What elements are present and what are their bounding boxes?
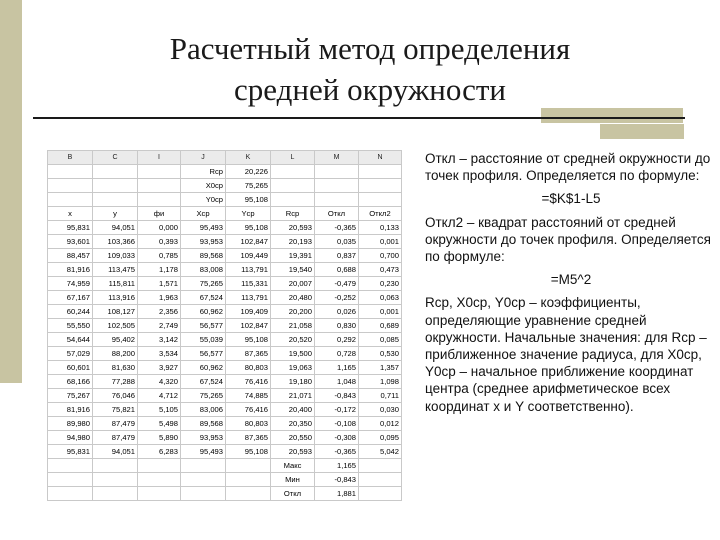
table-cell: 20,593 xyxy=(271,221,315,235)
table-cell: фи xyxy=(138,207,181,221)
explanation-text xyxy=(425,150,717,415)
table-cell: 19,180 xyxy=(271,375,315,389)
column-header-cell: J xyxy=(181,151,226,165)
paragraph-coefficients: Rср, X0ср, Y0ср – коэффициенты, определяющие уравнение средней окружности. Начальные значения: для Rср – приближенное значение радиуса, для X0ср, Y0ср – начальное приближение координат центра (среднее арифметическое всех координат x и Y соответственно). xyxy=(425,295,707,414)
table-cell: 81,630 xyxy=(93,361,138,375)
decor-block-upper xyxy=(541,108,683,123)
table-row xyxy=(48,291,402,305)
table-row xyxy=(48,473,402,487)
table-cell: 102,847 xyxy=(226,235,271,249)
table-cell: 115,811 xyxy=(93,277,138,291)
table-row xyxy=(48,333,402,347)
table-cell: 75,265 xyxy=(181,389,226,403)
table-cell: 0,830 xyxy=(315,319,359,333)
table-row xyxy=(48,305,402,319)
table-row xyxy=(48,207,402,221)
table-cell: 1,165 xyxy=(315,361,359,375)
table-cell: 0,085 xyxy=(359,333,402,347)
title-line-2: средней окружности xyxy=(234,72,506,107)
table-row xyxy=(48,417,402,431)
spreadsheet-screenshot xyxy=(47,150,402,501)
paragraph-otkl: Откл – расстояние от средней окружности до точек профиля. Определяется по формуле: xyxy=(425,151,711,184)
table-cell: 95,402 xyxy=(93,333,138,347)
table-cell xyxy=(138,487,181,501)
table-cell: 1,357 xyxy=(359,361,402,375)
table-cell: 56,577 xyxy=(181,319,226,333)
table-cell: 87,479 xyxy=(93,417,138,431)
table-cell: 21,071 xyxy=(271,389,315,403)
spreadsheet-table xyxy=(47,150,402,501)
table-cell: 0,063 xyxy=(359,291,402,305)
table-cell: 76,416 xyxy=(226,403,271,417)
table-row xyxy=(48,277,402,291)
table-cell: 0,000 xyxy=(138,221,181,235)
table-cell: 95,108 xyxy=(226,221,271,235)
table-cell: -0,252 xyxy=(315,291,359,305)
table-cell: 1,963 xyxy=(138,291,181,305)
table-cell: 83,008 xyxy=(181,263,226,277)
table-cell xyxy=(93,473,138,487)
table-cell xyxy=(138,459,181,473)
table-cell: 80,803 xyxy=(226,361,271,375)
table-cell xyxy=(359,193,402,207)
table-cell: 67,524 xyxy=(181,291,226,305)
table-cell: -0,843 xyxy=(315,389,359,403)
table-cell xyxy=(359,487,402,501)
table-row xyxy=(48,235,402,249)
table-cell: 75,821 xyxy=(93,403,138,417)
table-cell: 0,473 xyxy=(359,263,402,277)
table-cell: 21,058 xyxy=(271,319,315,333)
table-cell xyxy=(48,165,93,179)
table-cell: 89,980 xyxy=(48,417,93,431)
table-cell: 75,265 xyxy=(181,277,226,291)
table-cell: 20,593 xyxy=(271,445,315,459)
table-cell: 67,167 xyxy=(48,291,93,305)
table-row xyxy=(48,487,402,501)
table-cell: 4,320 xyxy=(138,375,181,389)
table-cell: 109,409 xyxy=(226,305,271,319)
table-cell xyxy=(48,487,93,501)
table-cell xyxy=(48,179,93,193)
table-row xyxy=(48,459,402,473)
table-cell: 102,505 xyxy=(93,319,138,333)
table-cell: 113,791 xyxy=(226,263,271,277)
table-cell: 0,001 xyxy=(359,305,402,319)
table-cell: Rср xyxy=(271,207,315,221)
table-cell: 2,749 xyxy=(138,319,181,333)
table-cell: 0,393 xyxy=(138,235,181,249)
table-cell: 109,449 xyxy=(226,249,271,263)
table-cell: Откл xyxy=(315,207,359,221)
table-cell: Откл2 xyxy=(359,207,402,221)
table-cell xyxy=(138,179,181,193)
table-cell: X0ср xyxy=(181,179,226,193)
table-cell: 76,046 xyxy=(93,389,138,403)
table-cell: 5,105 xyxy=(138,403,181,417)
table-cell: 0,689 xyxy=(359,319,402,333)
decor-block-lower xyxy=(600,124,684,139)
table-cell xyxy=(93,165,138,179)
table-cell: 88,457 xyxy=(48,249,93,263)
table-cell xyxy=(359,473,402,487)
table-cell: 103,366 xyxy=(93,235,138,249)
table-cell: 0,688 xyxy=(315,263,359,277)
table-cell: 60,962 xyxy=(181,305,226,319)
table-row xyxy=(48,389,402,403)
table-cell: Мин xyxy=(271,473,315,487)
table-cell: 77,288 xyxy=(93,375,138,389)
table-cell xyxy=(315,179,359,193)
table-cell: 74,885 xyxy=(226,389,271,403)
table-cell: -0,365 xyxy=(315,221,359,235)
table-cell: Xср xyxy=(181,207,226,221)
table-cell: 89,568 xyxy=(181,249,226,263)
column-header-cell: N xyxy=(359,151,402,165)
table-cell: y xyxy=(93,207,138,221)
table-cell xyxy=(359,179,402,193)
table-cell: 87,365 xyxy=(226,347,271,361)
table-cell xyxy=(226,487,271,501)
table-cell: 20,200 xyxy=(271,305,315,319)
table-cell xyxy=(315,193,359,207)
table-cell: 88,200 xyxy=(93,347,138,361)
slide-title xyxy=(110,28,630,110)
table-row xyxy=(48,165,402,179)
table-cell: 0,785 xyxy=(138,249,181,263)
table-cell: 4,712 xyxy=(138,389,181,403)
table-cell: 3,142 xyxy=(138,333,181,347)
table-cell: 68,166 xyxy=(48,375,93,389)
table-cell: 0,095 xyxy=(359,431,402,445)
column-header-cell: B xyxy=(48,151,93,165)
table-cell xyxy=(48,459,93,473)
table-cell: 95,831 xyxy=(48,221,93,235)
column-header-cell: M xyxy=(315,151,359,165)
table-cell xyxy=(138,473,181,487)
table-cell xyxy=(359,165,402,179)
table-row xyxy=(48,221,402,235)
table-cell: 109,033 xyxy=(93,249,138,263)
table-cell: 19,500 xyxy=(271,347,315,361)
table-cell: 3,927 xyxy=(138,361,181,375)
table-cell: 20,480 xyxy=(271,291,315,305)
table-cell: 81,916 xyxy=(48,263,93,277)
table-cell: 93,953 xyxy=(181,431,226,445)
table-cell: 0,230 xyxy=(359,277,402,291)
table-cell xyxy=(138,193,181,207)
table-cell: 0,292 xyxy=(315,333,359,347)
table-cell xyxy=(181,473,226,487)
table-cell: 75,265 xyxy=(226,179,271,193)
table-cell xyxy=(271,193,315,207)
table-cell: 0,700 xyxy=(359,249,402,263)
table-cell: 87,365 xyxy=(226,431,271,445)
table-cell: 1,881 xyxy=(315,487,359,501)
table-cell: 55,039 xyxy=(181,333,226,347)
table-row xyxy=(48,249,402,263)
table-cell: 94,051 xyxy=(93,445,138,459)
table-cell: 60,244 xyxy=(48,305,93,319)
table-cell xyxy=(48,473,93,487)
table-cell: 20,350 xyxy=(271,417,315,431)
table-cell: 115,331 xyxy=(226,277,271,291)
table-cell: 87,479 xyxy=(93,431,138,445)
left-accent-bar xyxy=(0,0,22,383)
table-cell xyxy=(359,459,402,473)
formula-otkl2: =M5^2 xyxy=(550,272,592,288)
table-cell: 19,540 xyxy=(271,263,315,277)
table-row xyxy=(48,375,402,389)
table-cell: 20,193 xyxy=(271,235,315,249)
table-cell: 19,063 xyxy=(271,361,315,375)
table-cell: 20,007 xyxy=(271,277,315,291)
table-cell: 83,006 xyxy=(181,403,226,417)
table-row xyxy=(48,193,402,207)
paragraph-otkl2: Откл2 – квадрат расстояний от средней окружности до точек профиля. Определяется по формуле: xyxy=(425,214,711,265)
table-cell: 5,890 xyxy=(138,431,181,445)
table-cell: 95,493 xyxy=(181,221,226,235)
table-cell: -0,479 xyxy=(315,277,359,291)
table-cell: -0,108 xyxy=(315,417,359,431)
table-cell xyxy=(48,193,93,207)
table-cell: 0,030 xyxy=(359,403,402,417)
table-cell: 57,029 xyxy=(48,347,93,361)
table-cell: 20,550 xyxy=(271,431,315,445)
table-cell: 113,916 xyxy=(93,291,138,305)
table-cell xyxy=(226,473,271,487)
table-cell: 0,728 xyxy=(315,347,359,361)
table-cell: 0,711 xyxy=(359,389,402,403)
table-cell: 95,108 xyxy=(226,445,271,459)
table-row xyxy=(48,403,402,417)
table-cell: 0,837 xyxy=(315,249,359,263)
table-cell xyxy=(93,459,138,473)
table-cell: 95,831 xyxy=(48,445,93,459)
table-cell: 60,601 xyxy=(48,361,93,375)
table-cell: -0,172 xyxy=(315,403,359,417)
table-cell: 0,001 xyxy=(359,235,402,249)
table-cell: 1,178 xyxy=(138,263,181,277)
table-cell: 89,568 xyxy=(181,417,226,431)
table-cell: 0,035 xyxy=(315,235,359,249)
table-row xyxy=(48,179,402,193)
table-cell: 0,133 xyxy=(359,221,402,235)
table-row xyxy=(48,445,402,459)
table-cell: Yср xyxy=(226,207,271,221)
table-cell xyxy=(93,487,138,501)
table-cell: 74,959 xyxy=(48,277,93,291)
table-cell: 113,791 xyxy=(226,291,271,305)
table-cell: 76,416 xyxy=(226,375,271,389)
table-cell: Rср xyxy=(181,165,226,179)
table-row xyxy=(48,431,402,445)
table-cell: Откл xyxy=(271,487,315,501)
table-cell: 20,226 xyxy=(226,165,271,179)
table-cell: -0,308 xyxy=(315,431,359,445)
table-cell: 5,042 xyxy=(359,445,402,459)
table-cell: 94,980 xyxy=(48,431,93,445)
table-cell xyxy=(181,459,226,473)
table-cell: 54,644 xyxy=(48,333,93,347)
column-header-cell: L xyxy=(271,151,315,165)
table-cell: 95,493 xyxy=(181,445,226,459)
table-cell xyxy=(271,165,315,179)
table-cell: 75,267 xyxy=(48,389,93,403)
table-cell: 81,916 xyxy=(48,403,93,417)
table-cell xyxy=(93,193,138,207)
table-cell: 0,012 xyxy=(359,417,402,431)
table-cell: 1,098 xyxy=(359,375,402,389)
table-cell: Y0ср xyxy=(181,193,226,207)
table-cell xyxy=(93,179,138,193)
table-cell: 60,962 xyxy=(181,361,226,375)
table-cell: 0,530 xyxy=(359,347,402,361)
title-underline xyxy=(33,117,685,119)
table-cell: 1,165 xyxy=(315,459,359,473)
table-cell: 108,127 xyxy=(93,305,138,319)
column-header-cell: K xyxy=(226,151,271,165)
table-cell: 113,475 xyxy=(93,263,138,277)
table-cell: 93,601 xyxy=(48,235,93,249)
table-cell: 6,283 xyxy=(138,445,181,459)
table-cell: 0,026 xyxy=(315,305,359,319)
table-cell: 20,520 xyxy=(271,333,315,347)
table-cell: 5,498 xyxy=(138,417,181,431)
table-cell: 94,051 xyxy=(93,221,138,235)
table-row xyxy=(48,347,402,361)
formula-otkl: =$K$1-L5 xyxy=(541,191,601,207)
table-row xyxy=(48,361,402,375)
table-cell xyxy=(315,165,359,179)
table-cell xyxy=(271,179,315,193)
table-cell: 102,847 xyxy=(226,319,271,333)
table-cell: 56,577 xyxy=(181,347,226,361)
table-cell: 2,356 xyxy=(138,305,181,319)
table-cell: 80,803 xyxy=(226,417,271,431)
table-row xyxy=(48,263,402,277)
table-cell: 20,400 xyxy=(271,403,315,417)
table-cell: 19,391 xyxy=(271,249,315,263)
table-cell: x xyxy=(48,207,93,221)
table-row xyxy=(48,319,402,333)
table-cell xyxy=(181,487,226,501)
title-line-1: Расчетный метод определения xyxy=(169,31,571,66)
table-cell: 93,953 xyxy=(181,235,226,249)
column-header-cell: I xyxy=(138,151,181,165)
table-cell xyxy=(226,459,271,473)
table-cell: -0,365 xyxy=(315,445,359,459)
column-header-row xyxy=(48,151,402,165)
table-cell: 1,048 xyxy=(315,375,359,389)
table-cell: 95,108 xyxy=(226,193,271,207)
table-cell: -0,843 xyxy=(315,473,359,487)
table-cell xyxy=(138,165,181,179)
table-cell: 55,550 xyxy=(48,319,93,333)
table-cell: 67,524 xyxy=(181,375,226,389)
table-cell: 95,108 xyxy=(226,333,271,347)
table-cell: 1,571 xyxy=(138,277,181,291)
table-cell: 3,534 xyxy=(138,347,181,361)
column-header-cell: C xyxy=(93,151,138,165)
table-cell: Макс xyxy=(271,459,315,473)
